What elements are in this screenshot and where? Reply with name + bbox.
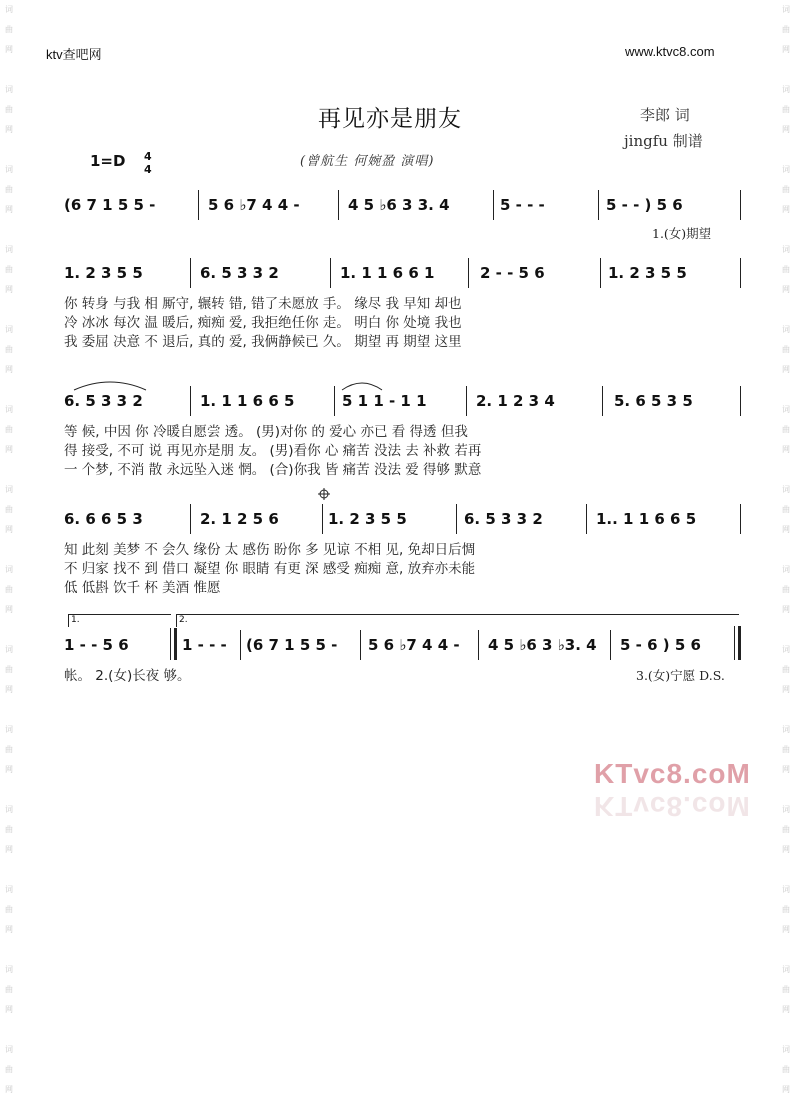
lyric-verse-2: 得 接受, 不可 说 再见亦是朋 友。 (男)看你 心 痛苦 没法 去 补救 若再 bbox=[64, 443, 482, 459]
lyric-verse-1: 等 候, 中因 你 冷暖自愿尝 透。 (男)对你 的 爱心 亦已 看 得透 但我 bbox=[64, 424, 468, 440]
footer-logo-reflection: KTvc8.coM bbox=[594, 791, 751, 822]
barline bbox=[740, 258, 741, 288]
measure: 5 - - - bbox=[500, 196, 545, 214]
lyricist-credit: 李郎 词 bbox=[640, 106, 690, 124]
lyric-verse-3: 我 委屈 决意 不 退后, 真的 爱, 我俩静候已 久。 期望 再 期望 这里 bbox=[64, 334, 462, 350]
barline bbox=[190, 258, 191, 288]
volta-second-ending: 2. bbox=[176, 614, 739, 627]
notation-line-5 bbox=[64, 636, 744, 658]
lyric-verse-2: 冷 冰冰 每次 温 暖后, 痴痴 爱, 我拒绝任你 走。 明白 你 处境 我也 bbox=[64, 315, 462, 331]
barline bbox=[360, 630, 361, 660]
slur bbox=[70, 374, 150, 394]
measure: 5. 6 5 3 5 bbox=[614, 392, 693, 410]
barline bbox=[330, 258, 331, 288]
measure: 4 5 ♭6 3 3. 4 bbox=[348, 196, 450, 214]
measure: 5 6 ♭7 4 4 - bbox=[368, 636, 460, 654]
barline bbox=[338, 190, 339, 220]
lyric-verse-2: 不 归家 找不 到 借口 凝望 你 眼睛 有更 深 感受 痴痴 意, 放弃亦未能 bbox=[64, 561, 476, 577]
measure: 2. 1 2 5 6 bbox=[200, 510, 279, 528]
measure: 4 5 ♭6 3 ♭3. 4 bbox=[488, 636, 597, 654]
barline bbox=[198, 190, 199, 220]
side-watermark-right: 词 曲 网 词 曲 网 词 曲 网 词 曲 网 词 曲 网 词 曲 网 词 曲 网 词 曲 网 词 曲 网 词 曲 网 词 曲 网 词 曲 网 词 曲 网 词 曲 网 bbox=[782, 5, 790, 1094]
barline bbox=[740, 190, 741, 220]
key-signature: 1=D bbox=[90, 152, 126, 170]
repeat-barline-thick bbox=[174, 628, 177, 660]
lyric-verse-1: 你 转身 与我 相 厮守, 辗转 错, 错了未愿放 手。 缘尽 我 早知 却也 bbox=[64, 296, 462, 312]
measure: 5 - 6 ) 5 6 bbox=[620, 636, 701, 654]
time-signature-numerator: 4 bbox=[144, 150, 152, 163]
measure: (6 7 1 5 5 - bbox=[246, 636, 338, 654]
measure: 6. 5 3 3 2 bbox=[464, 510, 543, 528]
barline bbox=[240, 630, 241, 660]
side-watermark-left: 词 曲 网 词 曲 网 词 曲 网 词 曲 网 词 曲 网 词 曲 网 词 曲 网 词 曲 网 词 曲 网 词 曲 网 词 曲 网 词 曲 网 词 曲 网 词 曲 网 bbox=[5, 5, 13, 1094]
lyric-verse-1: 知 此刻 美梦 不 会久 缘份 太 感伤 盼你 多 见谅 不相 见, 免却日后惆 bbox=[64, 542, 476, 558]
measure: 1. 2 3 5 5 bbox=[608, 264, 687, 282]
measure: 1 - - - bbox=[182, 636, 227, 654]
measure: 1 - - 5 6 bbox=[64, 636, 129, 654]
notation-line-3 bbox=[64, 392, 744, 414]
measure: 6. 5 3 3 2 bbox=[200, 264, 279, 282]
singers-credit: (曾航生 何婉盈 演唱) bbox=[300, 154, 435, 169]
measure: 5 6 ♭7 4 4 - bbox=[208, 196, 300, 214]
arranger-credit: jingfu 制谱 bbox=[624, 132, 703, 150]
barline bbox=[586, 504, 587, 534]
lyric-verse-1: 帐。 2.(女)长夜 够。 bbox=[64, 668, 191, 684]
barline bbox=[740, 386, 741, 416]
barline bbox=[600, 258, 601, 288]
measure: 5 - - ) 5 6 bbox=[606, 196, 683, 214]
measure: 6. 6 6 5 3 bbox=[64, 510, 143, 528]
time-signature-denominator: 4 bbox=[144, 163, 152, 176]
repeat-barline bbox=[170, 628, 171, 660]
final-barline-thick bbox=[738, 626, 741, 660]
site-url-right[interactable]: www.ktvc8.com bbox=[625, 44, 715, 59]
barline bbox=[493, 190, 494, 220]
barline bbox=[598, 190, 599, 220]
barline bbox=[466, 386, 467, 416]
song-title: 再见亦是朋友 bbox=[318, 106, 462, 132]
barline bbox=[190, 504, 191, 534]
measure: 2 - - 5 6 bbox=[480, 264, 545, 282]
barline bbox=[468, 258, 469, 288]
barline bbox=[190, 386, 191, 416]
measure: 2. 1 2 3 4 bbox=[476, 392, 555, 410]
barline bbox=[456, 504, 457, 534]
measure: 6. 5 3 3 2 bbox=[64, 392, 143, 410]
final-barline bbox=[734, 626, 735, 660]
barline bbox=[478, 630, 479, 660]
barline bbox=[602, 386, 603, 416]
segno-icon bbox=[318, 488, 330, 500]
slur bbox=[338, 376, 388, 394]
lyric-cue: 1.(女)期望 bbox=[652, 226, 712, 241]
notation-line-2 bbox=[64, 264, 744, 286]
barline bbox=[322, 504, 323, 534]
measure: (6 7 1 5 5 - bbox=[64, 196, 156, 214]
measure: 1. 1 1 6 6 1 bbox=[340, 264, 435, 282]
measure: 1.. 1 1 6 6 5 bbox=[596, 510, 697, 528]
volta-first-ending: 1. bbox=[68, 614, 171, 627]
lyric-cue-ds: 3.(女)宁愿 D.S. bbox=[636, 668, 725, 683]
lyric-verse-3: 一 个梦, 不消 散 永远坠入迷 惘。 (合)你我 皆 痛苦 没法 爱 得够 默意 bbox=[64, 462, 482, 478]
site-name-left[interactable]: ktv查吧网 bbox=[46, 47, 102, 62]
footer-logo[interactable]: KTvc8.coM bbox=[594, 758, 751, 789]
barline bbox=[740, 504, 741, 534]
measure: 5 1 1 - 1 1 bbox=[342, 392, 427, 410]
notation-line-1 bbox=[64, 196, 744, 218]
measure: 1. 1 1 6 6 5 bbox=[200, 392, 295, 410]
lyric-verse-3: 低 低斟 饮千 杯 美酒 惟愿 bbox=[64, 580, 221, 596]
measure: 1. 2 3 5 5 bbox=[328, 510, 407, 528]
measure: 1. 2 3 5 5 bbox=[64, 264, 143, 282]
barline bbox=[334, 386, 335, 416]
barline bbox=[610, 630, 611, 660]
notation-line-4 bbox=[64, 510, 744, 532]
